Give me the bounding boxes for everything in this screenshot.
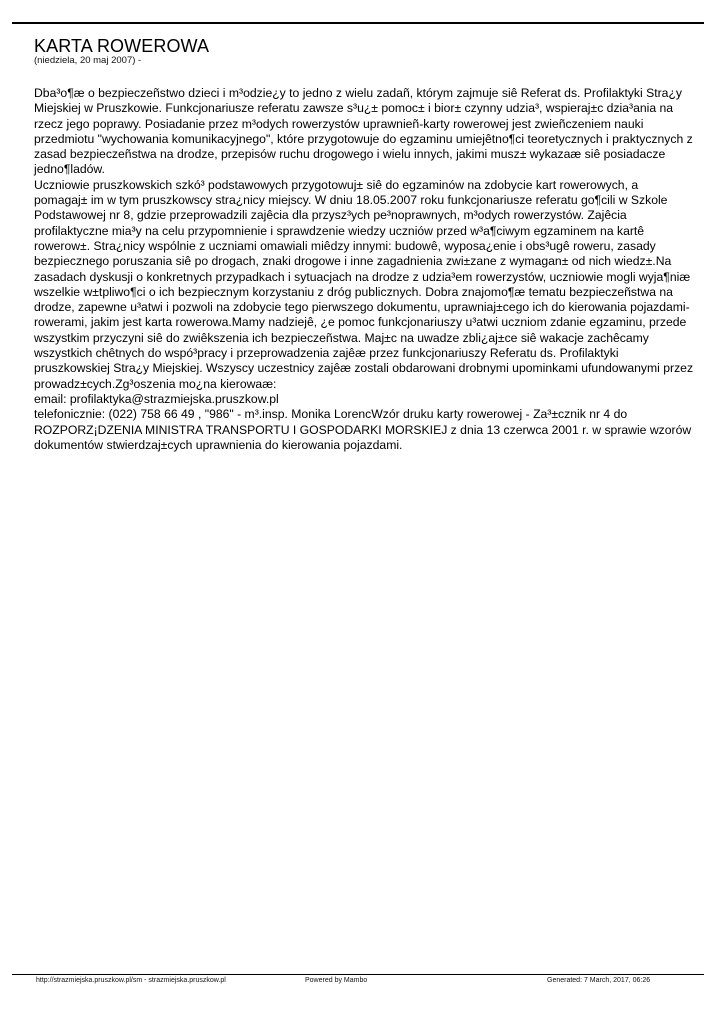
footer-powered-by: Powered by Mambo [305, 977, 368, 984]
footer-url: http://strazmiejska.pruszkow.pl/sm - strazmiejska.pruszkow.pl [36, 977, 226, 984]
article-date: (niedziela, 20 maj 2007) - [34, 55, 142, 66]
contact-phone: telefonicznie: (022) 758 66 49 , "986" - m³.insp. Monika LorencWzór druku karty rowerowej - Za³±cznik nr 4 do ROZPORZ¡DZENIA MINISTRA TRANSPORTU I GOSPODARKI MORSKIEJ z dnia 13 czerwca 2001 r. w sprawie wzorów dokumentów stwierdzaj±cych uprawnienia do kierowania pojazdami. [34, 407, 692, 452]
article-body [34, 86, 694, 453]
footer-divider [12, 974, 704, 975]
footer-generated: Generated: 7 March, 2017, 06:26 [547, 977, 651, 984]
contact-email: email: profilaktyka@strazmiejska.pruszkow.pl [34, 391, 279, 406]
top-divider [12, 22, 704, 24]
body-paragraph-intro: Dba³o¶æ o bezpieczeñstwo dzieci i m³odzie¿y to jedno z wielu zadañ, którym zajmuje siê Referat ds. Profilaktyki Stra¿y Miejskiej w Pruszkowie. Funkcjonariusze referatu zawsze s³u¿± pomoc± i bior± czynny udzia³, wspieraj±c dzia³ania na rzecz jego poprawy. Posiadanie przez m³odych rowerzystów uprawnieñ-karty rowerowej jest zwieñczeniem nauki przedmiotu "wychowania komunikacyjnego", które przygotowuje do egzaminu umiejêtno¶ci teoretycznych i praktycznych z zasad bezpieczeñstwa na drodze, przepisów ruchu drogowego i wielu innych, jakimi musz± wykazaæ siê posiadacze jedno¶ladów. [34, 86, 693, 177]
body-paragraph-main: Uczniowie pruszkowskich szkó³ podstawowych przygotowuj± siê do egzaminów na zdobycie kart rowerowych, a pomagaj± im w tym pruszkowscy stra¿nicy miejscy. W dniu 18.05.2007 roku funkcjonariusze referatu go¶cili w Szkole Podstawowej nr 8, gdzie przeprowadzili zajêcia dla przysz³ych pe³noprawnych, m³odych rowerzystów. Zajêcia profilaktyczne mia³y na celu przypomnienie i sprawdzenie wiedzy uczniów przed w³a¶ciwym egzaminem na kartê rowerow±. Stra¿nicy wspólnie z uczniami omawiali miêdzy innymi: budowê, wyposa¿enie i obs³ugê roweru, zasady bezpiecznego poruszania siê po drogach, znaki drogowe i inne zagadnienia zwi±zane z wymagan± od nich wiedz±.Na zasadach dyskusji o konkretnych przypadkach i sytuacjach na drodze z udzia³em rowerzystów, uczniowie mogli wyja¶niæ wszelkie w±tpliwo¶ci o ich bezpiecznym korzystaniu z dróg publicznych. Dobra znajomo¶æ tematu bezpieczeñstwa na drodze, zapewne u³atwi i pozwoli na zdobycie tego pierwszego dokumentu, uprawniaj±cego ich do kierowania pojazdami- rowerami, jakim jest karta rowerowa.Mamy nadziejê, ¿e pomoc funkcjonariuszy u³atwi uczniom zdanie egzaminu, przede wszystkim przyczyni siê do zwiêkszenia ich bezpieczeñstwa. Maj±c na uwadze zbli¿aj±ce siê wakacje zachêcamy wszystkich chêtnych do wspó³pracy i przeprowadzenia zajêæ przez funkcjonariuszy Referatu ds. Profilaktyki pruszkowskiej Stra¿y Miejskiej. Wszyscy uczestnicy zajêæ zostali obdarowani drobnymi upominkami ufundowanymi przez prowadz±cych.Zg³oszenia mo¿na kierowaæ: [34, 177, 694, 391]
article-title: KARTA ROWEROWA [34, 36, 210, 56]
